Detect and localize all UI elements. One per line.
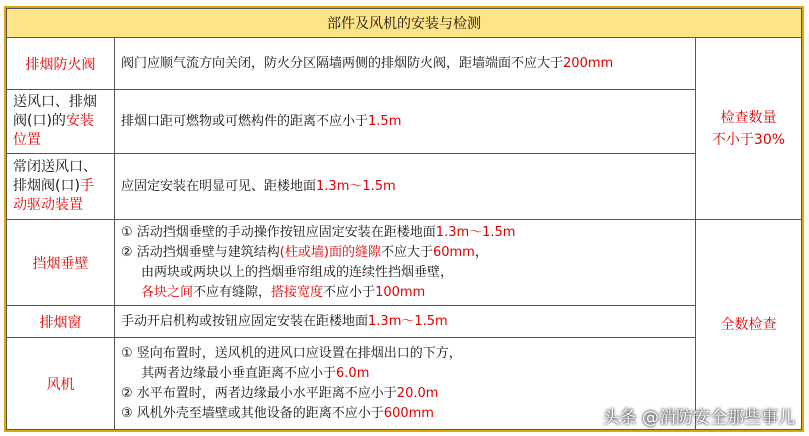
row-content: 阀门应顺气流方向关闭，防火分区隔墙两侧的排烟防火阀，距墙端面不应大于200mm (115, 38, 696, 90)
table-row (7, 90, 802, 154)
row-name-smoke-curtain: 挡烟垂壁 (7, 220, 115, 306)
spec-table (6, 8, 802, 430)
check-quantity-cell: 检查数量 不小于30% (695, 38, 801, 220)
row-content: ① 竖向布置时，送风机的进风口应设置在排烟出口的下方， 其两者边缘最小垂直距离不应小于6.0m ② 水平布置时，两者边缘最小水平距离不应小于20.0m ③ 风机外壳至墙壁或其他设备的距离不应小于600mm (115, 338, 696, 430)
row-name-manual-drive: 常闭送风口、 排烟阀(口)手 动驱动装置 (7, 154, 115, 220)
row-name-smoke-fire-damper: 排烟防火阀 (7, 38, 115, 90)
row-content: ① 活动挡烟垂壁的手动操作按钮应固定安装在距楼地面1.3m～1.5m ② 活动挡烟垂壁与建筑结构(柱或墙)面的缝隙不应大于60mm， 由两块或两块以上的挡烟垂帘组成的连续性挡烟垂壁， 各块之间不应有缝隙，搭接宽度不应小于100mm (115, 220, 696, 306)
table-row (7, 154, 802, 220)
table-header-row (7, 9, 802, 38)
table-row (7, 38, 802, 90)
row-name-vent-position: 送风口、排烟 阀(口)的安装 位置 (7, 90, 115, 154)
row-name-smoke-window: 排烟窗 (7, 306, 115, 338)
row-content: 手动开启机构或按钮应固定安装在距楼地面1.3m～1.5m (115, 306, 696, 338)
check-all-cell: 全数检查 (695, 220, 801, 430)
table-row (7, 306, 802, 338)
row-name-fan: 风机 (7, 338, 115, 430)
watermark: 头条 @消防安全那些事儿 (602, 408, 795, 428)
table-title: 部件及风机的安装与检测 (7, 9, 802, 38)
row-content: 应固定安装在明显可见、距楼地面1.3m～1.5m (115, 154, 696, 220)
table-row (7, 220, 802, 306)
row-content: 排烟口距可燃物或可燃构件的距离不应小于1.5m (115, 90, 696, 154)
spec-table-frame (4, 6, 804, 432)
